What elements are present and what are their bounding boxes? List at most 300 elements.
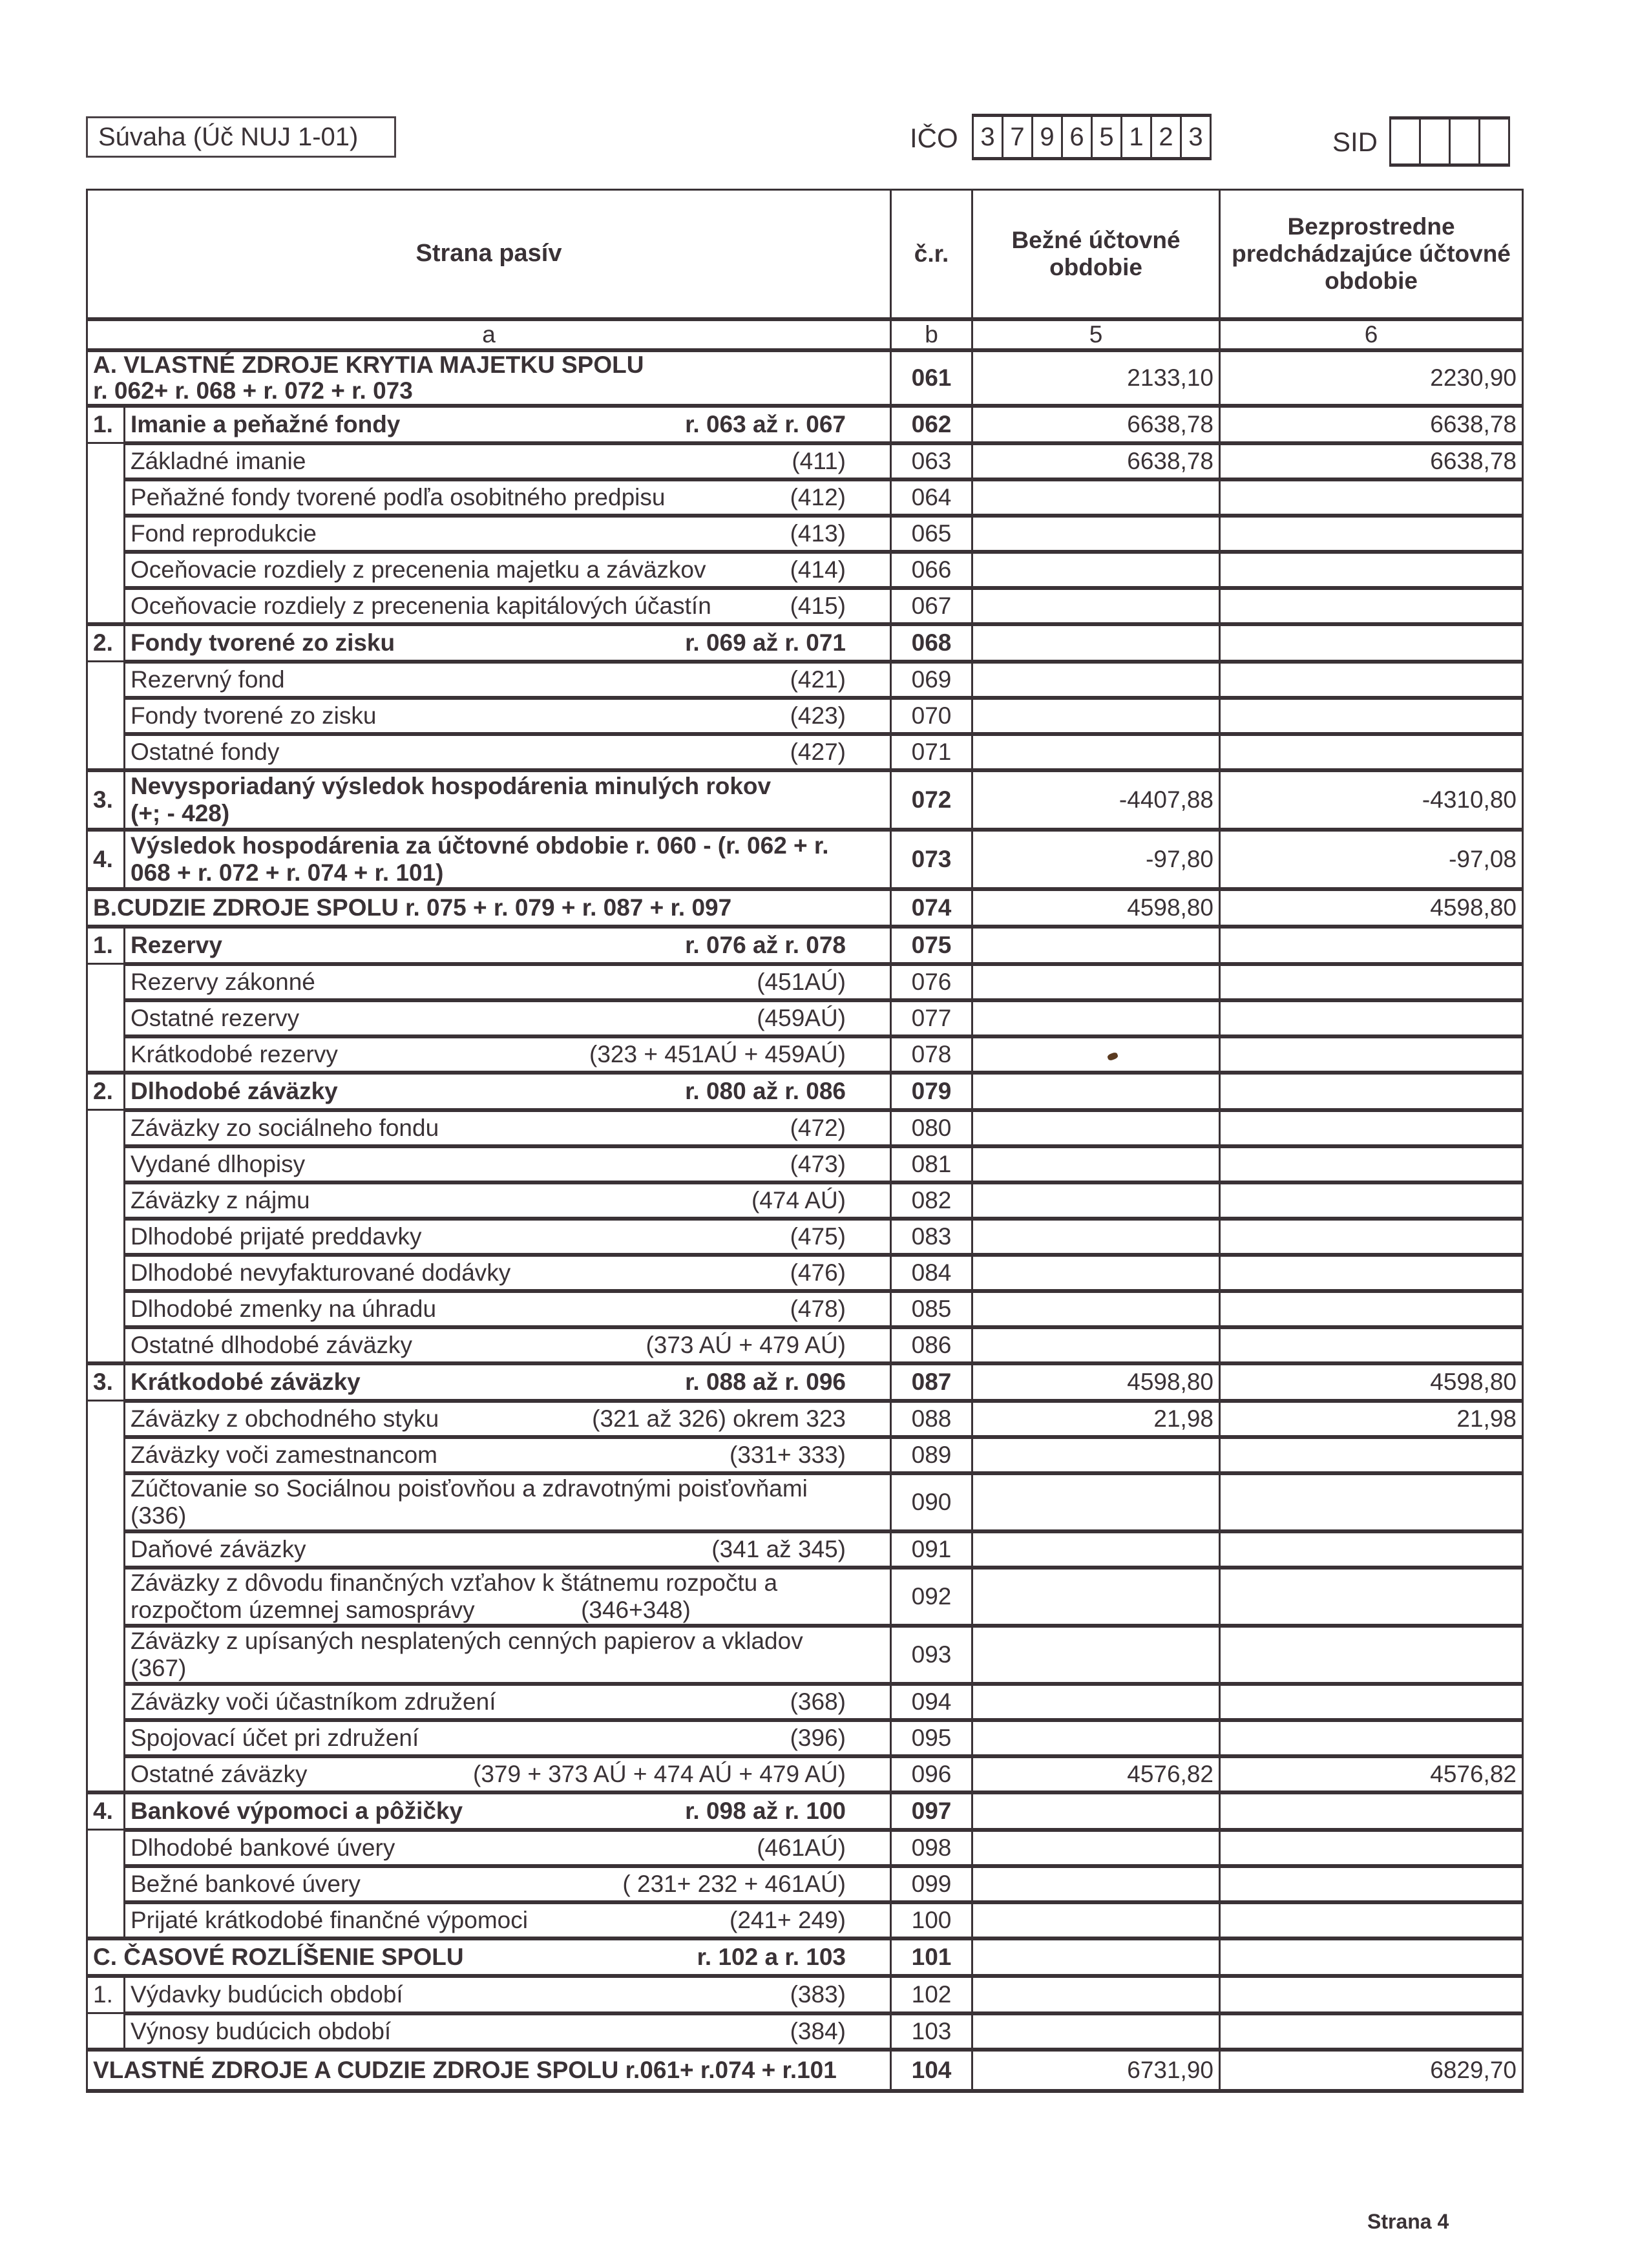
value-previous-period xyxy=(1220,1720,1523,1756)
table-row xyxy=(87,406,1523,443)
row-index: 1. xyxy=(87,406,125,443)
value-previous-period: -4310,80 xyxy=(1220,770,1523,830)
row-label xyxy=(125,443,891,479)
column-code-current: 5 xyxy=(972,319,1220,350)
table-row xyxy=(87,1792,1523,1830)
value-current-period xyxy=(972,1036,1220,1073)
value-previous-period: -97,08 xyxy=(1220,830,1523,889)
row-label-ref: r. 062+ r. 068 + r. 072 + r. 073 xyxy=(93,377,413,404)
row-number: 082 xyxy=(891,1182,972,1219)
row-label xyxy=(125,698,891,734)
table-row xyxy=(87,964,1523,1000)
value-current-period xyxy=(972,1255,1220,1291)
row-number: 072 xyxy=(891,770,972,830)
row-number: 083 xyxy=(891,1219,972,1255)
value-current-period: 6731,90 xyxy=(972,2050,1220,2091)
value-current-period xyxy=(972,1327,1220,1363)
row-index xyxy=(87,1110,125,1146)
ico-digit-boxes xyxy=(972,114,1212,160)
row-label-ref: rozpočtom územnej samosprávy (346+348) xyxy=(131,1596,691,1623)
row-label-ref: (373 AÚ + 479 AÚ) xyxy=(646,1331,846,1358)
row-label xyxy=(125,1255,891,1291)
row-number: 084 xyxy=(891,1255,972,1291)
ico-digit-box: 6 xyxy=(1063,117,1093,157)
row-label xyxy=(125,1756,891,1792)
table-row xyxy=(87,1437,1523,1473)
value-previous-period: 4598,80 xyxy=(1220,889,1523,927)
value-current-period xyxy=(972,552,1220,588)
table-row xyxy=(87,1110,1523,1146)
row-number: 101 xyxy=(891,1938,972,1976)
table-row xyxy=(87,1902,1523,1938)
row-label xyxy=(125,1401,891,1437)
row-number: 073 xyxy=(891,830,972,889)
value-current-period xyxy=(972,1684,1220,1720)
row-label-text: Spojovací účet pri združení xyxy=(131,1724,419,1751)
row-index xyxy=(87,1146,125,1182)
row-label-text: Záväzky z obchodného styku xyxy=(131,1405,439,1432)
row-number: 091 xyxy=(891,1531,972,1568)
value-previous-period xyxy=(1220,2013,1523,2050)
row-number: 066 xyxy=(891,552,972,588)
row-label-text: Vydané dlhopisy xyxy=(131,1150,306,1177)
row-number: 075 xyxy=(891,927,972,964)
column-header-current: Bežné účtovné obdobie xyxy=(972,190,1220,319)
row-index xyxy=(87,1437,125,1473)
row-label-text: B.CUDZIE ZDROJE SPOLU r. 075 + r. 079 + r. 087 + r. 097 xyxy=(93,894,732,921)
row-number: 096 xyxy=(891,1756,972,1792)
value-previous-period xyxy=(1220,1976,1523,2013)
row-label xyxy=(87,2050,891,2091)
value-current-period xyxy=(972,1000,1220,1036)
value-current-period xyxy=(972,516,1220,552)
row-index xyxy=(87,662,125,698)
value-previous-period xyxy=(1220,1437,1523,1473)
row-label xyxy=(125,552,891,588)
value-current-period xyxy=(972,1938,1220,1976)
row-label-text: Imanie a peňažné fondy xyxy=(131,410,401,437)
table-row xyxy=(87,1756,1523,1792)
row-index xyxy=(87,698,125,734)
row-label xyxy=(125,1792,891,1830)
value-previous-period xyxy=(1220,1291,1523,1327)
table-row xyxy=(87,1146,1523,1182)
row-number: 094 xyxy=(891,1684,972,1720)
value-current-period: -97,80 xyxy=(972,830,1220,889)
ico-digit-box: 9 xyxy=(1033,117,1063,157)
sid-digit-box xyxy=(1421,120,1451,163)
table-row xyxy=(87,479,1523,516)
value-current-period xyxy=(972,1473,1220,1531)
row-label-text: Záväzky zo sociálneho fondu xyxy=(131,1114,439,1141)
value-current-period: 6638,78 xyxy=(972,406,1220,443)
row-label xyxy=(125,1976,891,2013)
row-label-text: Bežné bankové úvery xyxy=(131,1870,361,1897)
row-number: 085 xyxy=(891,1291,972,1327)
row-label-ref: (414) xyxy=(790,556,846,583)
row-label-text: Ostatné rezervy xyxy=(131,1004,300,1031)
value-current-period xyxy=(972,662,1220,698)
row-label xyxy=(125,964,891,1000)
row-label-text: Ostatné záväzky xyxy=(131,1760,308,1787)
row-number: 061 xyxy=(891,350,972,406)
row-label-ref: r. 063 až r. 067 xyxy=(685,410,846,437)
row-label-ref: (413) xyxy=(790,520,846,547)
row-label-text: Záväzky z nájmu xyxy=(131,1186,310,1213)
row-label xyxy=(125,1146,891,1182)
table-row xyxy=(87,1866,1523,1902)
row-label xyxy=(125,830,891,889)
column-code-previous: 6 xyxy=(1220,319,1523,350)
row-index: 1. xyxy=(87,927,125,964)
row-number: 069 xyxy=(891,662,972,698)
value-previous-period xyxy=(1220,1473,1523,1531)
row-label xyxy=(125,1568,891,1626)
value-previous-period xyxy=(1220,1182,1523,1219)
row-index xyxy=(87,443,125,479)
table-row xyxy=(87,1073,1523,1110)
row-label xyxy=(125,588,891,624)
value-current-period xyxy=(972,1626,1220,1684)
row-label-ref: (321 až 326) okrem 323 xyxy=(592,1405,846,1432)
value-current-period: 4598,80 xyxy=(972,889,1220,927)
value-previous-period xyxy=(1220,964,1523,1000)
table-row xyxy=(87,552,1523,588)
value-previous-period xyxy=(1220,624,1523,662)
row-label-text: Nevysporiadaný výsledok hospodárenia minulých rokov xyxy=(131,772,772,799)
form-title: Súvaha (Úč NUJ 1-01) xyxy=(86,116,396,158)
row-index xyxy=(87,1830,125,1866)
row-index xyxy=(87,1036,125,1073)
table-row xyxy=(87,698,1523,734)
row-number: 087 xyxy=(891,1363,972,1401)
row-label xyxy=(125,770,891,830)
value-current-period xyxy=(972,1568,1220,1626)
row-number: 081 xyxy=(891,1146,972,1182)
row-label-text: Daňové záväzky xyxy=(131,1535,306,1562)
row-number: 098 xyxy=(891,1830,972,1866)
row-number: 067 xyxy=(891,588,972,624)
table-row xyxy=(87,770,1523,830)
value-current-period xyxy=(972,734,1220,770)
value-previous-period xyxy=(1220,1036,1523,1073)
row-number: 100 xyxy=(891,1902,972,1938)
row-label-ref: (461AÚ) xyxy=(757,1834,846,1861)
value-previous-period xyxy=(1220,516,1523,552)
row-label xyxy=(125,516,891,552)
row-label-ref: r. 069 až r. 071 xyxy=(685,629,846,656)
row-label-text: Výsledok hospodárenia za účtovné obdobie r. 060 - (r. 062 + r. xyxy=(131,832,829,859)
row-index xyxy=(87,1902,125,1938)
row-label-ref: (336) xyxy=(131,1502,187,1529)
table-row xyxy=(87,1626,1523,1684)
value-current-period xyxy=(972,1792,1220,1830)
row-label-ref: (415) xyxy=(790,592,846,619)
row-index: 3. xyxy=(87,770,125,830)
table-row xyxy=(87,1036,1523,1073)
value-previous-period: 21,98 xyxy=(1220,1401,1523,1437)
row-number: 099 xyxy=(891,1866,972,1902)
row-number: 086 xyxy=(891,1327,972,1363)
table-row xyxy=(87,516,1523,552)
row-number: 070 xyxy=(891,698,972,734)
row-label-text: Zúčtovanie so Sociálnou poisťovňou a zdravotnými poisťovňami xyxy=(131,1475,808,1502)
row-label xyxy=(125,662,891,698)
table-row xyxy=(87,1720,1523,1756)
row-label-text: Výdavky budúcich období xyxy=(131,1980,403,2008)
row-label xyxy=(87,889,891,927)
value-previous-period: 6638,78 xyxy=(1220,406,1523,443)
table-header-row xyxy=(87,190,1523,319)
row-index xyxy=(87,734,125,770)
row-label-ref: (341 až 345) xyxy=(711,1535,846,1562)
row-label xyxy=(125,1866,891,1902)
ico-digit-box: 1 xyxy=(1122,117,1152,157)
row-label xyxy=(125,2013,891,2050)
row-label xyxy=(125,1363,891,1401)
column-code-row-no: b xyxy=(891,319,972,350)
value-previous-period: 6829,70 xyxy=(1220,2050,1523,2091)
row-label-ref: (411) xyxy=(792,447,846,474)
row-label-text: Ostatné fondy xyxy=(131,738,280,765)
table-row xyxy=(87,588,1523,624)
table-row xyxy=(87,1938,1523,1976)
table-row xyxy=(87,1568,1523,1626)
row-label xyxy=(125,1626,891,1684)
row-label-text: Záväzky z upísaných nesplatených cenných papierov a vkladov xyxy=(131,1627,803,1654)
row-label-ref: (383) xyxy=(790,1980,846,2008)
value-current-period xyxy=(972,1976,1220,2013)
table-row xyxy=(87,927,1523,964)
ico-digit-box: 3 xyxy=(1182,117,1212,157)
row-label-ref: (475) xyxy=(790,1223,846,1250)
table-row xyxy=(87,1473,1523,1531)
value-current-period xyxy=(972,1110,1220,1146)
row-index xyxy=(87,1000,125,1036)
value-current-period xyxy=(972,927,1220,964)
row-number: 076 xyxy=(891,964,972,1000)
value-previous-period xyxy=(1220,1792,1523,1830)
row-number: 090 xyxy=(891,1473,972,1531)
row-number: 078 xyxy=(891,1036,972,1073)
value-current-period xyxy=(972,1866,1220,1902)
value-current-period xyxy=(972,698,1220,734)
row-label-ref: (421) xyxy=(790,666,846,693)
row-number: 097 xyxy=(891,1792,972,1830)
row-label-ref: (379 + 373 AÚ + 474 AÚ + 479 AÚ) xyxy=(473,1760,846,1787)
row-label xyxy=(125,1327,891,1363)
table-row xyxy=(87,734,1523,770)
row-index xyxy=(87,1531,125,1568)
value-previous-period xyxy=(1220,1255,1523,1291)
value-previous-period xyxy=(1220,1902,1523,1938)
row-index xyxy=(87,1327,125,1363)
value-current-period xyxy=(972,1146,1220,1182)
ico-digit-box: 3 xyxy=(974,117,1003,157)
row-label-text: Bankové výpomoci a pôžičky xyxy=(131,1797,463,1824)
row-number: 068 xyxy=(891,624,972,662)
table-row xyxy=(87,1255,1523,1291)
row-label xyxy=(125,927,891,964)
row-label xyxy=(125,1902,891,1938)
row-label-text: Fondy tvorené zo zisku xyxy=(131,629,395,656)
row-label-ref: r. 098 až r. 100 xyxy=(685,1797,846,1824)
row-label xyxy=(125,1110,891,1146)
value-previous-period xyxy=(1220,927,1523,964)
row-index xyxy=(87,1756,125,1792)
value-previous-period xyxy=(1220,588,1523,624)
table-row xyxy=(87,1401,1523,1437)
row-label-ref: (427) xyxy=(790,738,846,765)
row-label xyxy=(125,1073,891,1110)
row-index xyxy=(87,1684,125,1720)
table-row xyxy=(87,443,1523,479)
value-previous-period xyxy=(1220,1146,1523,1182)
row-index: 4. xyxy=(87,830,125,889)
value-current-period xyxy=(972,1830,1220,1866)
row-index xyxy=(87,1401,125,1437)
row-label-ref: (367) xyxy=(131,1654,187,1681)
row-label-ref: (368) xyxy=(790,1688,846,1715)
value-current-period: 21,98 xyxy=(972,1401,1220,1437)
table-row xyxy=(87,1219,1523,1255)
row-index: 2. xyxy=(87,624,125,662)
table-row xyxy=(87,2013,1523,2050)
table-row xyxy=(87,1000,1523,1036)
row-label-ref: (476) xyxy=(790,1259,846,1286)
value-previous-period xyxy=(1220,1000,1523,1036)
table-row xyxy=(87,830,1523,889)
row-label-ref: (384) xyxy=(790,2017,846,2044)
row-label-ref: (+; - 428) xyxy=(131,799,230,826)
row-label xyxy=(125,624,891,662)
value-previous-period: 4576,82 xyxy=(1220,1756,1523,1792)
row-label-text: Rezervy zákonné xyxy=(131,968,315,995)
value-current-period xyxy=(972,1291,1220,1327)
value-current-period xyxy=(972,1720,1220,1756)
row-number: 062 xyxy=(891,406,972,443)
row-number: 065 xyxy=(891,516,972,552)
row-label-text: Dlhodobé zmenky na úhradu xyxy=(131,1295,437,1322)
row-index: 4. xyxy=(87,1792,125,1830)
table-row xyxy=(87,1830,1523,1866)
row-index xyxy=(87,1255,125,1291)
row-label-text: A. VLASTNÉ ZDROJE KRYTIA MAJETKU SPOLU xyxy=(93,351,644,378)
table-row xyxy=(87,2050,1523,2091)
row-number: 093 xyxy=(891,1626,972,1684)
row-label-text: Prijaté krátkodobé finančné výpomoci xyxy=(131,1906,528,1933)
row-index xyxy=(87,1866,125,1902)
column-code-row xyxy=(87,319,1523,350)
value-current-period xyxy=(972,479,1220,516)
column-header-row-no: č.r. xyxy=(891,190,972,319)
row-label-text: VLASTNÉ ZDROJE A CUDZIE ZDROJE SPOLU r.061+ r.074 + r.101 xyxy=(93,2056,837,2083)
value-previous-period xyxy=(1220,1830,1523,1866)
row-label-ref: (241+ 249) xyxy=(730,1906,846,1933)
sid-digit-box xyxy=(1391,120,1421,163)
row-label-text: Fond reprodukcie xyxy=(131,520,317,547)
row-label-text: Záväzky voči zamestnancom xyxy=(131,1441,438,1468)
row-number: 074 xyxy=(891,889,972,927)
row-number: 064 xyxy=(891,479,972,516)
row-label-ref: (474 AÚ) xyxy=(751,1186,846,1213)
row-label-text: Ostatné dlhodobé záväzky xyxy=(131,1331,413,1358)
balance-sheet-table xyxy=(86,189,1524,2093)
row-number: 088 xyxy=(891,1401,972,1437)
row-number: 080 xyxy=(891,1110,972,1146)
sid-digit-box xyxy=(1480,120,1510,163)
table-row xyxy=(87,1182,1523,1219)
row-index xyxy=(87,1568,125,1626)
ico-digit-box: 7 xyxy=(1003,117,1033,157)
row-label-text: Fondy tvorené zo zisku xyxy=(131,702,377,729)
row-label-ref: r. 102 a r. 103 xyxy=(697,1943,846,1970)
row-label-text: Záväzky z dôvodu finančných vzťahov k štátnemu rozpočtu a xyxy=(131,1569,778,1596)
value-current-period: 4576,82 xyxy=(972,1756,1220,1792)
row-number: 095 xyxy=(891,1720,972,1756)
row-label-text: Dlhodobé bankové úvery xyxy=(131,1834,395,1861)
row-label xyxy=(125,1531,891,1568)
sid-label: SID xyxy=(1332,127,1378,157)
row-label xyxy=(87,1938,891,1976)
table-row xyxy=(87,1531,1523,1568)
value-current-period: 6638,78 xyxy=(972,443,1220,479)
value-current-period xyxy=(972,588,1220,624)
row-index xyxy=(87,588,125,624)
value-current-period xyxy=(972,2013,1220,2050)
row-label xyxy=(125,1720,891,1756)
row-number: 077 xyxy=(891,1000,972,1036)
row-label-ref: (331+ 333) xyxy=(730,1441,846,1468)
page-number: Strana 4 xyxy=(1367,2210,1449,2233)
row-label-ref: r. 088 až r. 096 xyxy=(685,1368,846,1395)
row-number: 092 xyxy=(891,1568,972,1626)
value-previous-period: 6638,78 xyxy=(1220,443,1523,479)
value-current-period xyxy=(972,1219,1220,1255)
row-label-text: Dlhodobé nevyfakturované dodávky xyxy=(131,1259,511,1286)
value-current-period: 2133,10 xyxy=(972,350,1220,406)
value-current-period xyxy=(972,1437,1220,1473)
row-index: 1. xyxy=(87,1976,125,2013)
row-label-ref: (472) xyxy=(790,1114,846,1141)
row-number: 089 xyxy=(891,1437,972,1473)
row-label-text: Oceňovacie rozdiely z precenenia majetku a záväzkov xyxy=(131,556,706,583)
row-index xyxy=(87,2013,125,2050)
table-row xyxy=(87,1363,1523,1401)
table-row xyxy=(87,624,1523,662)
row-label-text: Základné imanie xyxy=(131,447,306,474)
row-label-ref: ( 231+ 232 + 461AÚ) xyxy=(622,1870,846,1897)
value-previous-period xyxy=(1220,662,1523,698)
value-previous-period xyxy=(1220,1684,1523,1720)
value-previous-period xyxy=(1220,698,1523,734)
row-label xyxy=(125,1219,891,1255)
row-label-ref: (478) xyxy=(790,1295,846,1322)
ico-digit-box: 2 xyxy=(1152,117,1182,157)
row-index xyxy=(87,1626,125,1684)
table-row xyxy=(87,1291,1523,1327)
value-current-period xyxy=(972,1531,1220,1568)
row-label-text: Výnosy budúcich období xyxy=(131,2017,392,2044)
value-previous-period xyxy=(1220,1938,1523,1976)
row-label xyxy=(125,1036,891,1073)
row-label-text: Krátkodobé rezervy xyxy=(131,1040,338,1067)
row-number: 103 xyxy=(891,2013,972,2050)
row-index xyxy=(87,1473,125,1531)
ico-digit-box: 5 xyxy=(1093,117,1122,157)
row-label-text: Dlhodobé záväzky xyxy=(131,1077,338,1104)
row-label xyxy=(125,1473,891,1531)
